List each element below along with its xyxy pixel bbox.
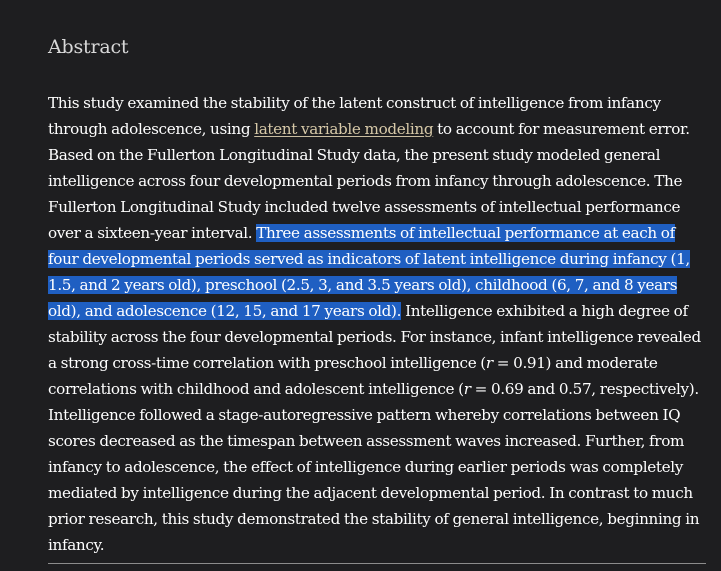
- correlation-symbol-r-2: r: [463, 380, 471, 398]
- selected-text-highlight: Three assessments of intellectual performance at each of four developmental periods served as indicators of latent intelligence during infancy (1, 1.5, and 2 years old), preschool (2.5, 3, and 3.5 years old), childhood (6, 7, and 8 years old), and adolescence (12, 15, and 17 years old).: [48, 224, 690, 320]
- latent-variable-modeling-link[interactable]: latent variable modeling: [254, 120, 434, 138]
- abstract-text-part-3: Intelligence exhibited a high degree of stability across the four developmental periods. For instance, infant intelligence revealed a strong cross-time correlation with preschool intelligence (: [48, 302, 701, 372]
- section-divider: [48, 563, 706, 564]
- abstract-text-part-5: = 0.69 and 0.57, respectively). Intelligence followed a stage-autoregressive pattern whereby correlations between IQ scores decreased as the timespan between assessment waves increased. Further, from infancy to adolescence, the effect of intelligence during earlier periods was completely mediated by intelligence during the adjacent developmental period. In contrast to much prior research, this study demonstrated the stability of general intelligence, beginning in infancy.: [48, 380, 700, 554]
- abstract-text-part-4: = 0.91) and moderate correlations with childhood and adolescent intelligence (: [48, 354, 658, 398]
- abstract-heading: Abstract: [48, 36, 129, 58]
- abstract-body: [48, 90, 708, 558]
- correlation-symbol-r: r: [485, 354, 493, 372]
- abstract-text-part-1: This study examined the stability of the latent construct of intelligence from infancy through adolescence, using: [48, 94, 661, 138]
- abstract-section: [48, 30, 708, 558]
- abstract-text-part-2: to account for measurement error. Based on the Fullerton Longitudinal Study data, the present study modeled general intelligence across four developmental periods from infancy through adolescence. The Fullerton Longitudinal Study included twelve assessments of intellectual performance over a sixteen-year interval.: [48, 120, 690, 242]
